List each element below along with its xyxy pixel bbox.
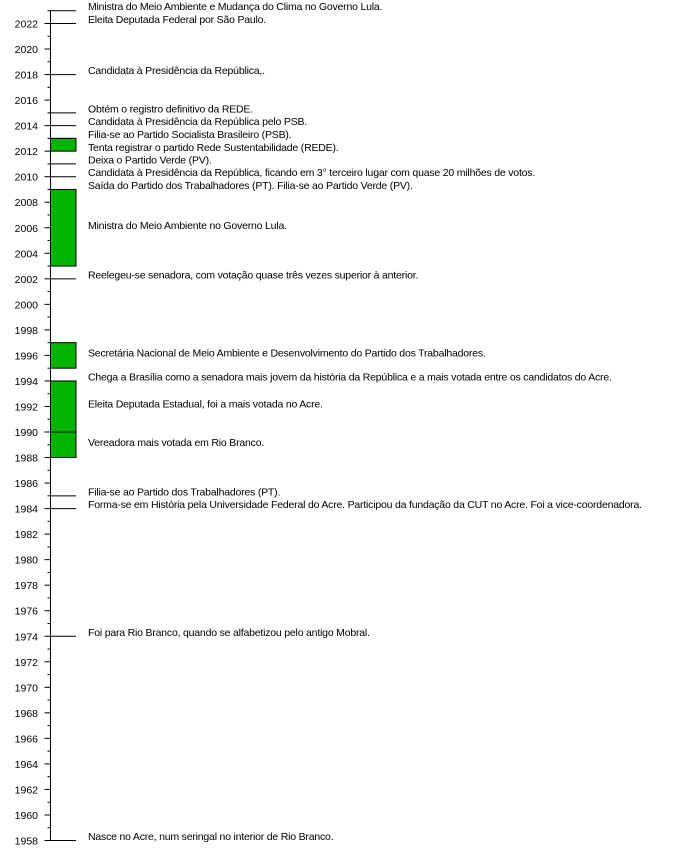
period-label: Tenta registrar o partido Rede Sustentabilidade (REDE). [88,141,339,154]
tick-label: 1982 [14,529,38,542]
tick-label: 2018 [14,69,38,82]
tick-label: 1964 [14,758,38,771]
tick-label: 2000 [14,299,38,312]
tick-label: 1970 [14,682,38,695]
event-label: Eleita Deputada Federal por São Paulo. [88,14,267,26]
tick-label: 1990 [14,427,38,439]
tick-label: 2008 [14,197,38,210]
tick-label: 1978 [14,580,38,593]
event-label: Nasce no Acre, num seringal no interior de Rio Branco. [88,831,334,843]
period-bar [51,138,77,151]
tick-label: 2004 [14,248,38,261]
event-label: Forma-se em História pela Universidade Federal do Acre. Participou da fundação da CUT no Acre. Foi a vice-coordenadora. [88,499,642,512]
tick-label: 2014 [14,120,38,133]
tick-label: 1986 [14,478,38,491]
tick-label: 1968 [14,707,38,720]
event-label: Candidata à Presidência da República,. [88,65,265,78]
tick-label: 2012 [14,146,38,159]
tick-label: 1992 [14,401,38,414]
event-label: Chega a Brasília como a senadora mais jovem da história da República e a mais votada entre os candidatos do Acre. [88,371,612,384]
tick-label: 1974 [14,631,38,644]
tick-label: 1984 [14,503,38,516]
event-label: Foi para Rio Branco, quando se alfabetizou pelo antigo Mobral. [88,626,370,639]
tick-label: 2020 [14,44,38,57]
period-label: Vereadora mais votada em Rio Branco. [88,436,265,449]
tick-label: 1988 [14,452,38,465]
event-label: Ministra do Meio Ambiente e Mudança do Clima no Governo Lula. [88,1,383,14]
tick-label: 1994 [14,375,38,388]
tick-label: 2010 [14,171,38,184]
event-label: Candidata à Presidência da República, ficando em 3° terceiro lugar com quase 20 milhões de votos. [88,167,536,180]
event-label: Reelegeu-se senadora, com votação quase três vezes superior à anterior. [88,269,419,282]
event-label: Candidata à Presidência da República pelo PSB. [88,116,308,129]
tick-label: 1972 [14,656,38,669]
tick-label: 1996 [14,350,38,363]
tick-label: 1976 [14,605,38,618]
event-label: Filia-se ao Partido dos Trabalhadores (PT). [88,486,281,499]
tick-label: 2002 [14,273,38,286]
period-bar [51,381,77,432]
event-label: Saída do Partido dos Trabalhadores (PT). Filia-se ao Partido Verde (PV). [88,179,413,192]
event-label: Deixa o Partido Verde (PV). [88,154,212,167]
event-label: Filia-se ao Partido Socialista Brasileiro (PSB). [88,128,292,141]
period-bar [51,343,77,369]
period-label: Ministra do Meio Ambiente no Governo Lula. [88,219,287,232]
tick-label: 2016 [14,95,38,108]
tick-label: 1960 [14,809,38,822]
period-label: Eleita Deputada Estadual, foi a mais votada no Acre. [88,398,323,411]
event-label: Obtém o registro definitivo da REDE. [88,103,253,116]
period-bar [51,432,77,458]
tick-label: 2006 [14,222,38,235]
tick-label: 1998 [14,324,38,337]
tick-label: 1980 [14,554,38,567]
period-label: Secretária Nacional de Meio Ambiente e Desenvolvimento do Partido dos Trabalhadores. [88,347,486,360]
tick-label: 1962 [14,784,38,797]
period-bar [51,189,77,266]
tick-label: 2022 [14,18,38,31]
tick-label: 1966 [14,733,38,746]
tick-label: 1958 [14,835,38,848]
